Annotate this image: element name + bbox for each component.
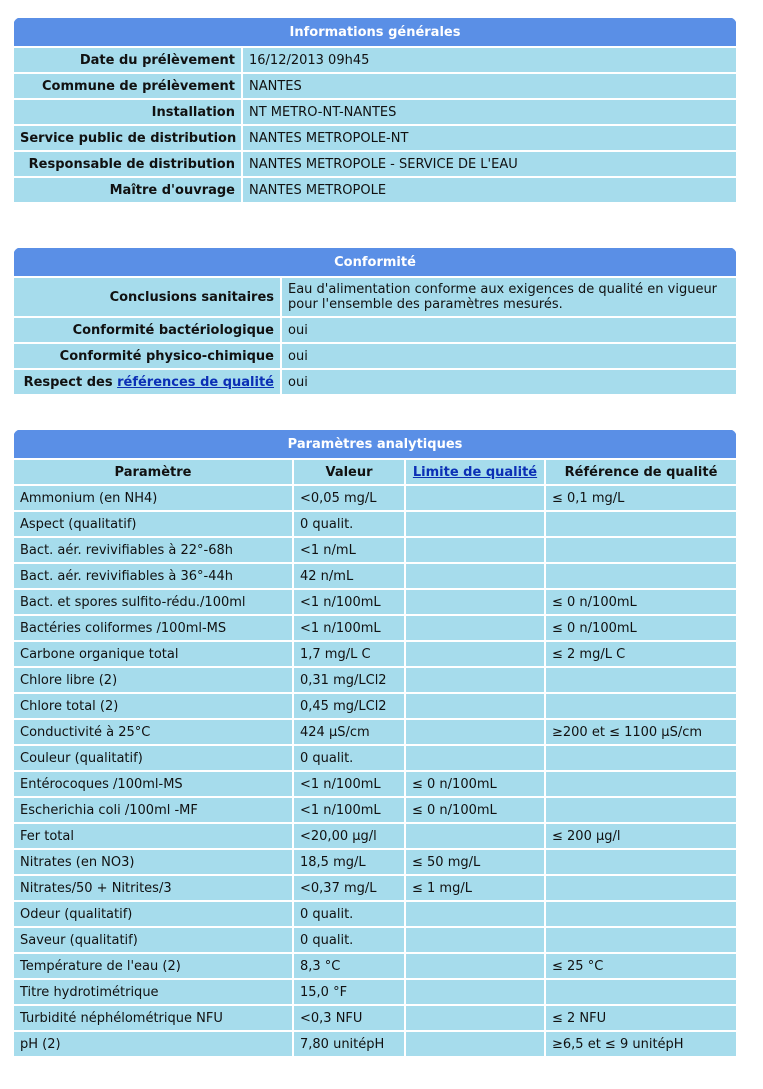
parameter-value: 0,45 mg/LCl2 [293,693,405,719]
info-value: NANTES METROPOLE-NT [242,125,737,151]
parameter-limit: ≤ 0 n/100mL [405,797,545,823]
parameter-row [13,771,737,797]
general-info-row [13,73,737,99]
parameter-row [13,1031,737,1057]
conformity-row [13,343,737,369]
parameter-value: <1 n/mL [293,537,405,563]
parameter-reference: ≤ 2 mg/L C [545,641,737,667]
parameter-limit [405,901,545,927]
parameter-row [13,511,737,537]
respect-row [13,369,737,395]
parameter-name: Odeur (qualitatif) [13,901,293,927]
parameter-reference [545,771,737,797]
info-value: NANTES METROPOLE [242,177,737,203]
parameter-row [13,875,737,901]
info-value: NT METRO-NT-NANTES [242,99,737,125]
general-info-row [13,177,737,203]
parameter-value: <0,37 mg/L [293,875,405,901]
parameter-value: 15,0 °F [293,979,405,1005]
parameter-row [13,823,737,849]
general-info-row [13,125,737,151]
parameter-limit: ≤ 0 n/100mL [405,771,545,797]
parameter-reference: ≤ 200 µg/l [545,823,737,849]
parameter-value: <0,05 mg/L [293,485,405,511]
info-label: Commune de prélèvement [13,73,242,99]
parameter-limit [405,1005,545,1031]
parameter-name: Aspect (qualitatif) [13,511,293,537]
parameter-limit [405,589,545,615]
parameter-row [13,667,737,693]
conformity-label: Conformité bactériologique [13,317,281,343]
conformity-table [12,246,738,396]
parameter-row [13,693,737,719]
parameter-value: 42 n/mL [293,563,405,589]
parameter-value: 7,80 unitépH [293,1031,405,1057]
parameter-reference [545,927,737,953]
parameter-limit [405,511,545,537]
parameter-value: 0 qualit. [293,927,405,953]
info-label: Installation [13,99,242,125]
parameter-limit [405,953,545,979]
parameter-row [13,745,737,771]
parameter-row [13,563,737,589]
conformity-label: Conclusions sanitaires [13,277,281,317]
parameter-row [13,927,737,953]
parameter-value: <1 n/100mL [293,771,405,797]
parameter-row [13,589,737,615]
parameter-name: Nitrates/50 + Nitrites/3 [13,875,293,901]
parameter-value: 0,31 mg/LCl2 [293,667,405,693]
parameter-name: Turbidité néphélométrique NFU [13,1005,293,1031]
parameter-row [13,797,737,823]
parameter-reference [545,667,737,693]
parameter-name: Titre hydrotimétrique [13,979,293,1005]
column-reference: Référence de qualité [545,459,737,485]
parameter-value: 0 qualit. [293,901,405,927]
parameter-name: Entérocoques /100ml-MS [13,771,293,797]
parameter-reference [545,797,737,823]
parameter-reference: ≤ 25 °C [545,953,737,979]
parameter-row [13,953,737,979]
parameter-name: Chlore total (2) [13,693,293,719]
parameter-reference [545,537,737,563]
parameter-value: <20,00 µg/l [293,823,405,849]
parameter-name: Saveur (qualitatif) [13,927,293,953]
parameter-name: pH (2) [13,1031,293,1057]
conformity-header: Conformité [13,247,737,277]
parameter-name: Ammonium (en NH4) [13,485,293,511]
parameter-reference [545,511,737,537]
parameter-row [13,485,737,511]
parameter-limit [405,823,545,849]
parameter-value: <1 n/100mL [293,589,405,615]
parameter-limit [405,927,545,953]
parameter-value: 1,7 mg/L C [293,641,405,667]
parameter-reference: ≥6,5 et ≤ 9 unitépH [545,1031,737,1057]
parameter-limit [405,641,545,667]
parameter-name: Carbone organique total [13,641,293,667]
parameter-row [13,901,737,927]
parameter-reference [545,849,737,875]
parameter-row [13,1005,737,1031]
column-value: Valeur [293,459,405,485]
general-info-table [12,16,738,204]
info-value: 16/12/2013 09h45 [242,47,737,73]
conformity-label: Conformité physico-chimique [13,343,281,369]
parameter-name: Conductivité à 25°C [13,719,293,745]
quality-references-link[interactable]: références de qualité [117,374,274,390]
conformity-row [13,317,737,343]
conformity-value: oui [281,317,737,343]
parameter-limit [405,979,545,1005]
parameter-limit [405,563,545,589]
parameter-value: 8,3 °C [293,953,405,979]
general-info-row [13,47,737,73]
parameter-value: <1 n/100mL [293,797,405,823]
parameter-name: Bact. aér. revivifiables à 36°-44h [13,563,293,589]
parameter-reference: ≤ 0,1 mg/L [545,485,737,511]
parameter-name: Chlore libre (2) [13,667,293,693]
parameter-limit [405,615,545,641]
parameter-value: 424 µS/cm [293,719,405,745]
parameter-reference [545,563,737,589]
info-label: Date du prélèvement [13,47,242,73]
general-info-row [13,99,737,125]
parameter-row [13,537,737,563]
parameter-value: 0 qualit. [293,745,405,771]
parameter-value: <1 n/100mL [293,615,405,641]
parameter-limit [405,719,545,745]
conformity-value: Eau d'alimentation conforme aux exigences de qualité en vigueur pour l'ensemble des paramètres mesurés. [281,277,737,317]
parameter-name: Température de l'eau (2) [13,953,293,979]
general-info-row [13,151,737,177]
parameter-limit [405,693,545,719]
parameter-value: 18,5 mg/L [293,849,405,875]
parameter-name: Fer total [13,823,293,849]
parameter-name: Bactéries coliformes /100ml-MS [13,615,293,641]
parameter-reference: ≤ 0 n/100mL [545,615,737,641]
parameter-row [13,615,737,641]
quality-limit-link[interactable]: Limite de qualité [412,464,538,480]
parameter-value: <0,3 NFU [293,1005,405,1031]
parameter-reference [545,901,737,927]
respect-value: oui [281,369,737,395]
info-label: Maître d'ouvrage [13,177,242,203]
info-value: NANTES [242,73,737,99]
conformity-row [13,277,737,317]
parameter-name: Bact. et spores sulfito-rédu./100ml [13,589,293,615]
parameter-name: Bact. aér. revivifiables à 22°-68h [13,537,293,563]
parameter-limit [405,745,545,771]
parameter-row [13,979,737,1005]
parameter-name: Couleur (qualitatif) [13,745,293,771]
parameter-reference [545,693,737,719]
info-label: Service public de distribution [13,125,242,151]
parameter-name: Nitrates (en NO3) [13,849,293,875]
analytics-header: Paramètres analytiques [13,429,737,459]
column-limit [405,459,545,485]
parameter-limit: ≤ 50 mg/L [405,849,545,875]
parameter-reference [545,979,737,1005]
parameter-row [13,641,737,667]
parameter-limit [405,667,545,693]
parameter-value: 0 qualit. [293,511,405,537]
parameter-reference [545,875,737,901]
info-value: NANTES METROPOLE - SERVICE DE L'EAU [242,151,737,177]
conformity-value: oui [281,343,737,369]
column-parameter: Paramètre [13,459,293,485]
parameter-limit [405,1031,545,1057]
parameter-row [13,719,737,745]
analytics-table [12,428,738,1058]
parameter-reference: ≤ 0 n/100mL [545,589,737,615]
parameter-reference [545,745,737,771]
respect-label: Respect des références de qualité [13,369,281,395]
info-label: Responsable de distribution [13,151,242,177]
parameter-reference: ≤ 2 NFU [545,1005,737,1031]
parameter-limit [405,485,545,511]
analytics-columns [13,459,737,485]
parameter-name: Escherichia coli /100ml -MF [13,797,293,823]
parameter-reference: ≥200 et ≤ 1100 µS/cm [545,719,737,745]
general-info-header: Informations générales [13,17,737,47]
parameter-limit: ≤ 1 mg/L [405,875,545,901]
parameter-limit [405,537,545,563]
parameter-row [13,849,737,875]
